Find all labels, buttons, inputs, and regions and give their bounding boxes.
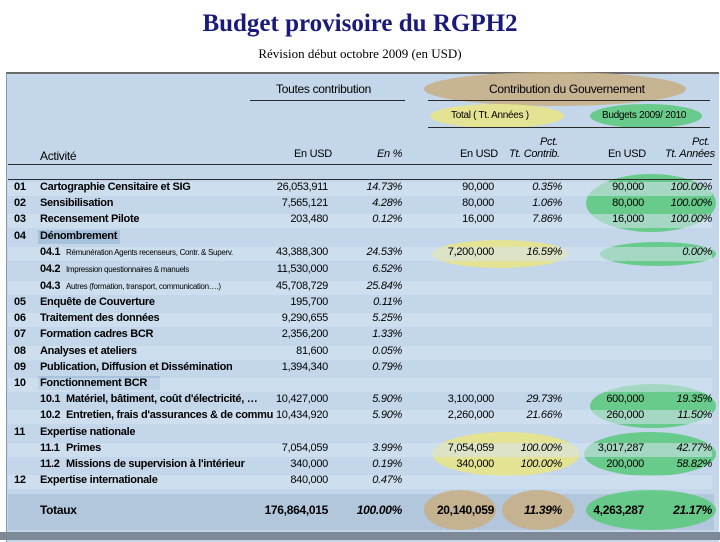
header-activite: Activité (40, 149, 77, 163)
header-rule-5 (8, 179, 712, 180)
row-label: Enquête de Couverture (40, 296, 155, 308)
row-gov-usd: 90,000 (462, 181, 494, 193)
row-bud-pct: 100.00% (670, 213, 712, 225)
header-total-tt-annees: Total ( Tt. Années ) (451, 110, 529, 121)
row-gov-usd: 7,054,059 (447, 442, 494, 454)
totals-label: Totaux (40, 503, 77, 517)
row-pct: 1.33% (372, 328, 402, 340)
row-code: 01 (14, 181, 26, 193)
row-bud-pct: 100.00% (670, 197, 712, 209)
row-gov-usd: 16,000 (462, 213, 494, 225)
row-usd: 340,000 (290, 458, 328, 470)
row-pct: 0.05% (372, 345, 402, 357)
row-bud-pct: 0.00% (682, 246, 712, 258)
header-budgets-2009-2010: Budgets 2009/ 2010 (602, 110, 687, 121)
row-label: Publication, Diffusion et Dissémination (40, 361, 233, 373)
row-code: 03 (14, 213, 26, 225)
row-bud-pct: 19.35% (676, 393, 712, 405)
row-pct: 5.25% (372, 312, 402, 324)
row-label: Recensement Pilote (40, 213, 140, 225)
row-usd: 7,054,059 (281, 442, 328, 454)
row-usd: 2,356,200 (281, 328, 328, 340)
row-code: 08 (14, 345, 26, 357)
row-usd: 1,394,340 (281, 361, 328, 373)
header-rule-1 (250, 100, 405, 101)
header-en-usd-3: En USD (608, 148, 646, 160)
row-label: Analyses et ateliers (40, 345, 137, 357)
row-label: Sensibilisation (40, 197, 114, 209)
row-code: 10 (14, 377, 26, 389)
row-pct: 3.99% (372, 442, 402, 454)
row-gov-pct: 100.00% (520, 458, 562, 470)
row-code: 04.1 (40, 246, 61, 258)
row-pct: 0.12% (372, 213, 402, 225)
row-gov-pct: 7.86% (532, 213, 562, 225)
totals-usd: 176,864,015 (264, 503, 328, 517)
row-code: 10.2 (40, 409, 61, 421)
row-pct: 5.90% (372, 393, 402, 405)
row-code: 12 (14, 474, 26, 486)
row-label: Rémunération Agents recenseurs, Contr. & Superv. (66, 248, 233, 257)
row-bud-pct: 100.00% (670, 181, 712, 193)
row-code: 04 (14, 230, 26, 242)
row-label: Missions de supervision à l'intérieur (66, 458, 245, 470)
row-pct: 4.28% (372, 197, 402, 209)
totals-bud-usd: 4,263,287 (593, 503, 644, 517)
row-gov-usd: 2,260,000 (447, 409, 494, 421)
row-code: 09 (14, 361, 26, 373)
totals-pct: 100.00% (356, 503, 402, 517)
row-usd: 10,434,920 (275, 409, 328, 421)
header-en-usd-1: En USD (294, 148, 332, 160)
row-pct: 14.73% (366, 181, 402, 193)
header-contribution-gouv: Contribution du Gouvernement (489, 82, 645, 96)
header-rule-4 (8, 164, 712, 165)
row-label: Expertise internationale (40, 474, 158, 486)
totals-bud-pct: 21.17% (673, 503, 712, 517)
row-code: 07 (14, 328, 26, 340)
page-subtitle: Révision début octobre 2009 (en USD) (258, 46, 462, 61)
totals-gov-pct: 11.39% (523, 503, 562, 517)
row-code: 11.1 (40, 442, 60, 454)
row-label: Impression questionnaires & manuels (66, 265, 189, 274)
header-rule-3 (428, 127, 710, 128)
row-gov-usd: 340,000 (456, 458, 494, 470)
header-en-usd-2: En USD (460, 148, 498, 160)
row-label: Cartographie Censitaire et SIG (40, 181, 191, 193)
row-gov-usd: 3,100,000 (447, 393, 494, 405)
row-bud-usd: 90,000 (612, 181, 644, 193)
row-bud-usd: 260,000 (606, 409, 644, 421)
header-en-pct: En % (377, 148, 403, 160)
row-pct: 0.79% (372, 361, 402, 373)
row-label: Traitement des données (40, 312, 160, 324)
row-usd: 26,053,911 (276, 181, 328, 193)
row-usd: 7,565,121 (281, 197, 328, 209)
row-code: 10.1 (40, 393, 61, 405)
row-code: 06 (14, 312, 26, 324)
header-pct-contrib-1: Pct. (540, 136, 558, 148)
row-gov-pct: 0.35% (532, 181, 562, 193)
row-code: 04.2 (40, 263, 61, 275)
row-bud-pct: 58.82% (676, 458, 712, 470)
row-bud-usd: 16,000 (612, 213, 644, 225)
header-pct-annees-2: Tt. Années (665, 148, 715, 160)
row-usd: 11,530,000 (276, 263, 328, 275)
row-usd: 81,600 (296, 345, 328, 357)
row-gov-usd: 80,000 (462, 197, 494, 209)
row-bud-usd: 200,000 (606, 458, 644, 470)
row-pct: 5.90% (372, 409, 402, 421)
header-toutes-contribution: Toutes contribution (276, 82, 372, 96)
row-pct: 0.11% (373, 296, 402, 308)
row-label: Formation cadres BCR (40, 328, 154, 340)
row-label: Expertise nationale (40, 426, 136, 438)
row-usd: 43,388,300 (275, 246, 328, 258)
page-title: Budget provisoire du RGPH2 (202, 10, 518, 37)
bottom-strip (0, 532, 720, 540)
row-label: Dénombrement (40, 230, 118, 242)
row-code: 05 (14, 296, 26, 308)
row-bud-pct: 42.77% (676, 442, 712, 454)
row-pct: 24.53% (366, 246, 402, 258)
row-usd: 9,290,655 (281, 312, 328, 324)
header-pct-contrib-2: Tt. Contrib. (509, 148, 560, 160)
row-label: Matériel, bâtiment, coût d'électricité, … (66, 393, 258, 405)
row-gov-pct: 21.66% (526, 409, 562, 421)
row-gov-pct: 29.73% (526, 393, 562, 405)
row-label: Primes (66, 442, 101, 454)
row-gov-pct: 100.00% (520, 442, 562, 454)
row-code: 11.2 (40, 458, 60, 470)
row-usd: 203,480 (290, 213, 328, 225)
row-pct: 0.19% (372, 458, 402, 470)
row-label: Entretien, frais d'assurances & de commu (66, 409, 274, 421)
row-gov-pct: 1.06% (532, 197, 562, 209)
row-usd: 10,427,000 (275, 393, 328, 405)
row-usd: 195,700 (290, 296, 328, 308)
header-rule-2 (428, 100, 710, 101)
row-code: 04.3 (40, 280, 61, 292)
header-pct-annees-1: Pct. (692, 136, 710, 148)
row-usd: 840,000 (290, 474, 328, 486)
row-pct: 0.47% (372, 474, 402, 486)
row-pct: 25.84% (366, 280, 402, 292)
row-bud-usd: 80,000 (612, 197, 644, 209)
row-usd: 45,708,729 (275, 280, 328, 292)
row-label: Fonctionnement BCR (40, 377, 148, 389)
totals-gov-usd: 20,140,059 (436, 503, 494, 517)
row-gov-pct: 16.59% (526, 246, 562, 258)
row-gov-usd: 7,200,000 (447, 246, 494, 258)
row-code: 02 (14, 197, 26, 209)
row-bud-usd: 3,017,287 (597, 442, 644, 454)
row-pct: 6.52% (372, 263, 402, 275)
row-code: 11 (14, 426, 26, 438)
row-label: Autres (formation, transport, communication….) (66, 282, 221, 291)
row-bud-pct: 11.50% (677, 409, 712, 421)
row-bud-usd: 600,000 (606, 393, 644, 405)
